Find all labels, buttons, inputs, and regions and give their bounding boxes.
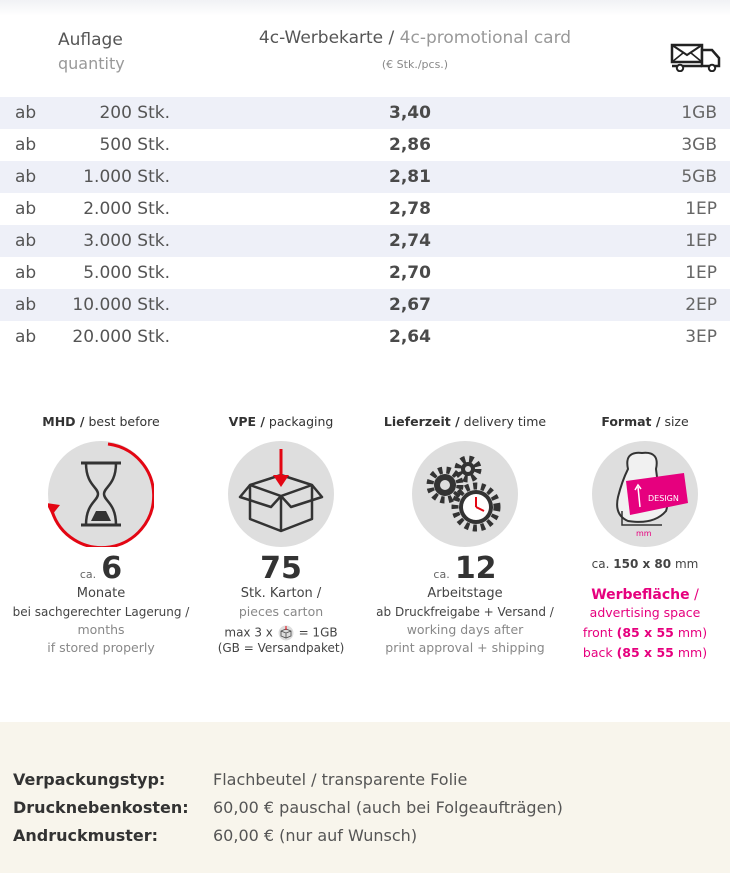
hourglass-icon (48, 441, 154, 547)
row-quantity: 20.000 Stk. (72, 327, 170, 347)
packaging-title: VPE / packaging (228, 414, 334, 429)
quantity-header (58, 30, 148, 73)
detail-key: Andruckmuster: (13, 826, 159, 845)
row-price: 2,70 (389, 263, 431, 283)
detail-row (13, 826, 417, 845)
row-quantity: 2.000 Stk. (83, 199, 170, 219)
top-strip (0, 0, 730, 16)
best-before-value: 6 (101, 551, 123, 586)
packaging-line1: Stk. Karton / (240, 586, 322, 601)
packaging-line2: pieces carton (238, 604, 324, 619)
delivery-line1: Arbeitstage (427, 586, 503, 601)
delivery-ca: ca. (433, 568, 450, 581)
best-before-line1: Monate (76, 586, 126, 601)
delivery-value: 12 (454, 551, 497, 586)
hourglass-circle (48, 441, 154, 547)
detail-value: 60,00 € (nur auf Wunsch) (213, 826, 418, 845)
row-package: 1EP (685, 199, 717, 219)
box-icon (228, 441, 334, 547)
detail-key: Verpackungstyp: (13, 770, 166, 789)
row-prefix: ab (15, 167, 37, 187)
row-price: 2,78 (389, 199, 431, 219)
advertising-en: advertising space (589, 605, 701, 620)
unit-label: (€ Stk./pcs.) (381, 58, 449, 71)
row-quantity: 200 Stk. (99, 103, 170, 123)
quantity-header-en: quantity (58, 54, 125, 73)
packaging-value: 75 (260, 551, 302, 586)
product-header (200, 28, 630, 71)
row-price: 3,40 (389, 103, 431, 123)
icon-mm-label: mm (636, 529, 652, 538)
format-block (556, 414, 730, 663)
detail-row (13, 798, 563, 817)
table-row (0, 257, 730, 289)
row-prefix: ab (15, 327, 37, 347)
details-box (0, 722, 730, 873)
row-price: 2,81 (389, 167, 431, 187)
row-price: 2,64 (389, 327, 431, 347)
card-bag-icon (592, 441, 698, 547)
row-price: 2,74 (389, 231, 431, 251)
quantity-header-de: Auflage (58, 30, 123, 50)
table-row (0, 161, 730, 193)
gears-circle (412, 441, 518, 547)
best-before-line4: if stored properly (47, 640, 155, 655)
table-row (0, 97, 730, 129)
best-before-title: MHD / best before (42, 414, 160, 429)
row-prefix: ab (15, 103, 37, 123)
table-row (0, 289, 730, 321)
format-circle (592, 441, 698, 547)
row-prefix: ab (15, 135, 37, 155)
row-prefix: ab (15, 231, 37, 251)
box-circle (228, 441, 334, 547)
delivery-title: Lieferzeit / delivery time (383, 414, 547, 429)
format-title: Format / size (601, 414, 689, 429)
best-before-line3: months (77, 622, 125, 637)
mail-truck-icon (670, 42, 722, 72)
packaging-line4: (GB = Versandpaket) (217, 641, 345, 655)
table-row (0, 193, 730, 225)
best-before-ca: ca. (79, 568, 97, 581)
row-price: 2,67 (389, 295, 431, 315)
detail-row (13, 770, 467, 789)
row-quantity: 3.000 Stk. (83, 231, 170, 251)
table-row (0, 129, 730, 161)
advertising-front: front (85 x 55 mm) (582, 625, 708, 640)
price-table (0, 97, 730, 353)
row-prefix: ab (15, 199, 37, 219)
table-row (0, 321, 730, 353)
gears-icon (412, 441, 518, 547)
row-package: 1EP (685, 231, 717, 251)
delivery-block (376, 414, 554, 657)
row-quantity: 500 Stk. (99, 135, 170, 155)
best-before-block (12, 414, 190, 657)
row-prefix: ab (15, 263, 37, 283)
small-box-icon (277, 625, 295, 641)
row-quantity: 10.000 Stk. (72, 295, 170, 315)
row-package: 2EP (685, 295, 717, 315)
row-package: 3GB (681, 135, 717, 155)
delivery-line2: ab Druckfreigabe + Versand / (376, 605, 554, 619)
row-package: 3EP (685, 327, 717, 347)
design-label: DESIGN (648, 494, 679, 503)
row-package: 5GB (681, 167, 717, 187)
table-row (0, 225, 730, 257)
detail-key: Drucknebenkosten: (13, 798, 189, 817)
delivery-line4: print approval + shipping (385, 640, 545, 655)
row-prefix: ab (15, 295, 37, 315)
detail-value: Flachbeutel / transparente Folie (213, 770, 468, 789)
row-quantity: 5.000 Stk. (83, 263, 170, 283)
row-package: 1EP (685, 263, 717, 283)
advertising-back: back (85 x 55 mm) (582, 645, 708, 660)
packaging-line3: max 3 x = 1GB (224, 625, 338, 640)
product-header-de: 4c-Werbekarte / (258, 28, 395, 48)
packaging-block (192, 414, 370, 655)
format-size: ca. 150 x 80 mm (591, 557, 699, 571)
row-package: 1GB (681, 103, 717, 123)
row-quantity: 1.000 Stk. (83, 167, 170, 187)
best-before-line2: bei sachgerechter Lagerung / (12, 605, 190, 619)
detail-value: 60,00 € pauschal (auch bei Folgeaufträgen) (213, 798, 563, 817)
row-price: 2,86 (389, 135, 431, 155)
product-header-en: 4c-promotional card (399, 28, 572, 48)
advertising-title: Werbefläche / (591, 587, 699, 603)
delivery-line3: working days after (406, 622, 524, 637)
